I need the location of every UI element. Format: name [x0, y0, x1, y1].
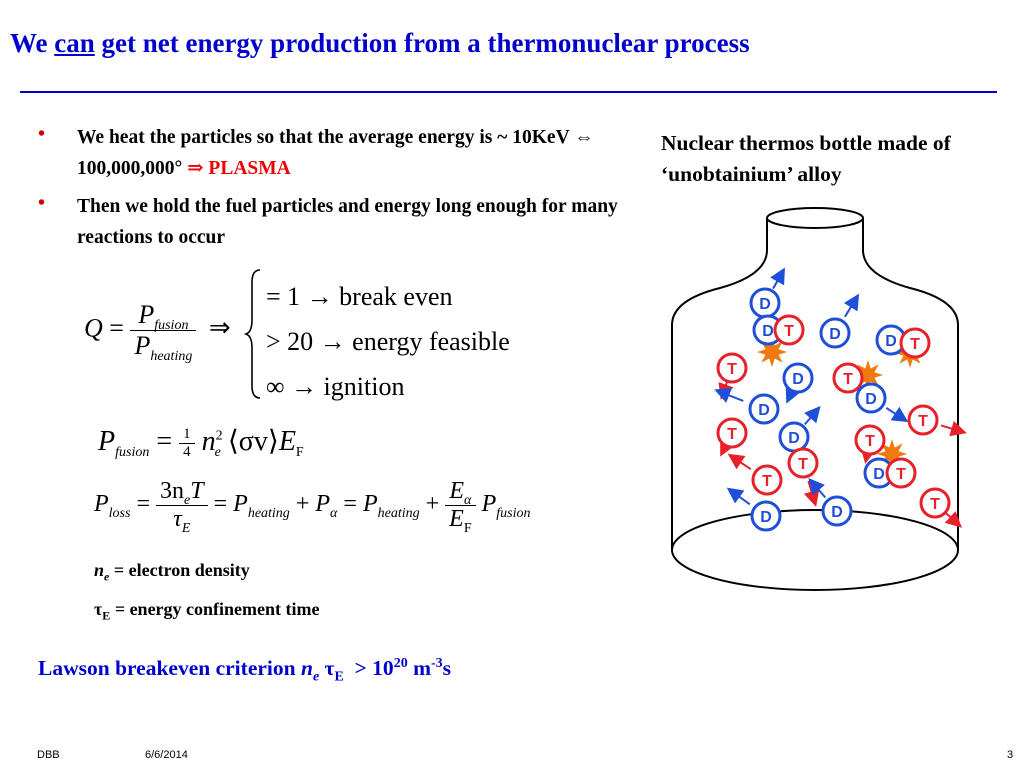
- deuterium-label: D: [759, 296, 771, 313]
- case-energy-feasible: > 20 → energy feasible: [266, 327, 510, 356]
- title-rule: [20, 91, 997, 93]
- symbol-definitions: [94, 554, 320, 631]
- tritium-label: T: [896, 466, 906, 483]
- deuterium-label: D: [760, 509, 772, 526]
- tritium-velocity-arrow: [731, 456, 751, 469]
- slide-title: We can get net energy production from a thermonuclear process: [10, 28, 750, 58]
- deuterium-label: D: [758, 402, 770, 419]
- deuterium-velocity-arrow: [886, 408, 905, 420]
- title-emphasis: can: [54, 28, 95, 58]
- deuterium-label: D: [762, 323, 774, 340]
- bullet-text-2: Then we hold the fuel particles and energy long enough for many reactions to occur: [77, 196, 618, 248]
- fusion-power-equation: $P_{fusion}$ = $\frac{1}{4}$ $n^2_e$ $⟨\sigma v⟩E_F$: [98, 426, 304, 461]
- deuterium-label: D: [788, 430, 800, 447]
- q-cases: [266, 274, 510, 409]
- tritium-label: T: [865, 433, 875, 450]
- deuterium-label: D: [829, 326, 841, 343]
- deuterium-label: D: [885, 333, 897, 350]
- footer-page-number: 3: [1007, 749, 1014, 761]
- plasma-arrow: ⇒: [187, 158, 204, 179]
- bottle-outline: [672, 208, 958, 590]
- cases-brace: [244, 268, 264, 400]
- deuterium-velocity-arrow: [845, 297, 857, 317]
- bullet-marker-1: •: [38, 123, 46, 145]
- definition-tau: $\tau_E$ = energy confinement time: [94, 598, 320, 623]
- deuterium-velocity-arrow: [718, 391, 743, 401]
- case-ignition: ∞ → ignition: [266, 372, 405, 401]
- deuterium-label: D: [792, 371, 804, 388]
- deuterium-velocity-arrow: [730, 490, 750, 504]
- lawson-criterion: Lawson breakeven criterion $n_e$ $\tau_E > 10^{20}$ $m^{-3}s$: [38, 656, 452, 685]
- footer-date: 6/6/2014: [145, 749, 188, 761]
- loss-equation: $P_{loss}$ = $\frac{3n_eT}{\tau_E}$ = $P_{heating} + P_\alpha = P_{heating}$ + $\frac{E_\alpha}{E_F}$ $P_{fusion}$: [94, 478, 531, 536]
- deuterium-label: D: [865, 391, 877, 408]
- plasma-label: PLASMA: [203, 158, 291, 179]
- q-equation: Q = $\frac{P_{fusion}}{P_{heating}}$ ⇒: [84, 300, 231, 364]
- bullet-text-1: We heat the particles so that the average energy is ~ 10KeV ⇔ 100,000,000° ⇒ PLASMA: [77, 127, 594, 179]
- tritium-velocity-arrow: [941, 425, 963, 432]
- bottle-caption: Nuclear thermos bottle made of ‘unobtainium’ alloy: [661, 131, 951, 186]
- tritium-label: T: [727, 426, 737, 443]
- tritium-label: T: [918, 413, 928, 430]
- deuterium-label: D: [831, 504, 843, 521]
- definition-ne: $n_e$ = electron density: [94, 560, 250, 584]
- footer-author: DBB: [37, 749, 60, 761]
- tritium-label: T: [843, 371, 853, 388]
- case-break-even: = 1 → break even: [266, 282, 453, 311]
- tritium-label: T: [910, 336, 920, 353]
- tritium-label: T: [762, 473, 772, 490]
- bullet-marker-2: •: [38, 192, 46, 214]
- tritium-label: T: [798, 456, 808, 473]
- tritium-label: T: [930, 496, 940, 513]
- tritium-label: T: [784, 323, 794, 340]
- deuterium-velocity-arrow: [773, 271, 783, 289]
- deuterium-velocity-arrow: [805, 409, 818, 424]
- deuterium-label: D: [873, 466, 885, 483]
- tritium-label: T: [727, 361, 737, 378]
- thermos-bottle-illustration: [660, 200, 980, 600]
